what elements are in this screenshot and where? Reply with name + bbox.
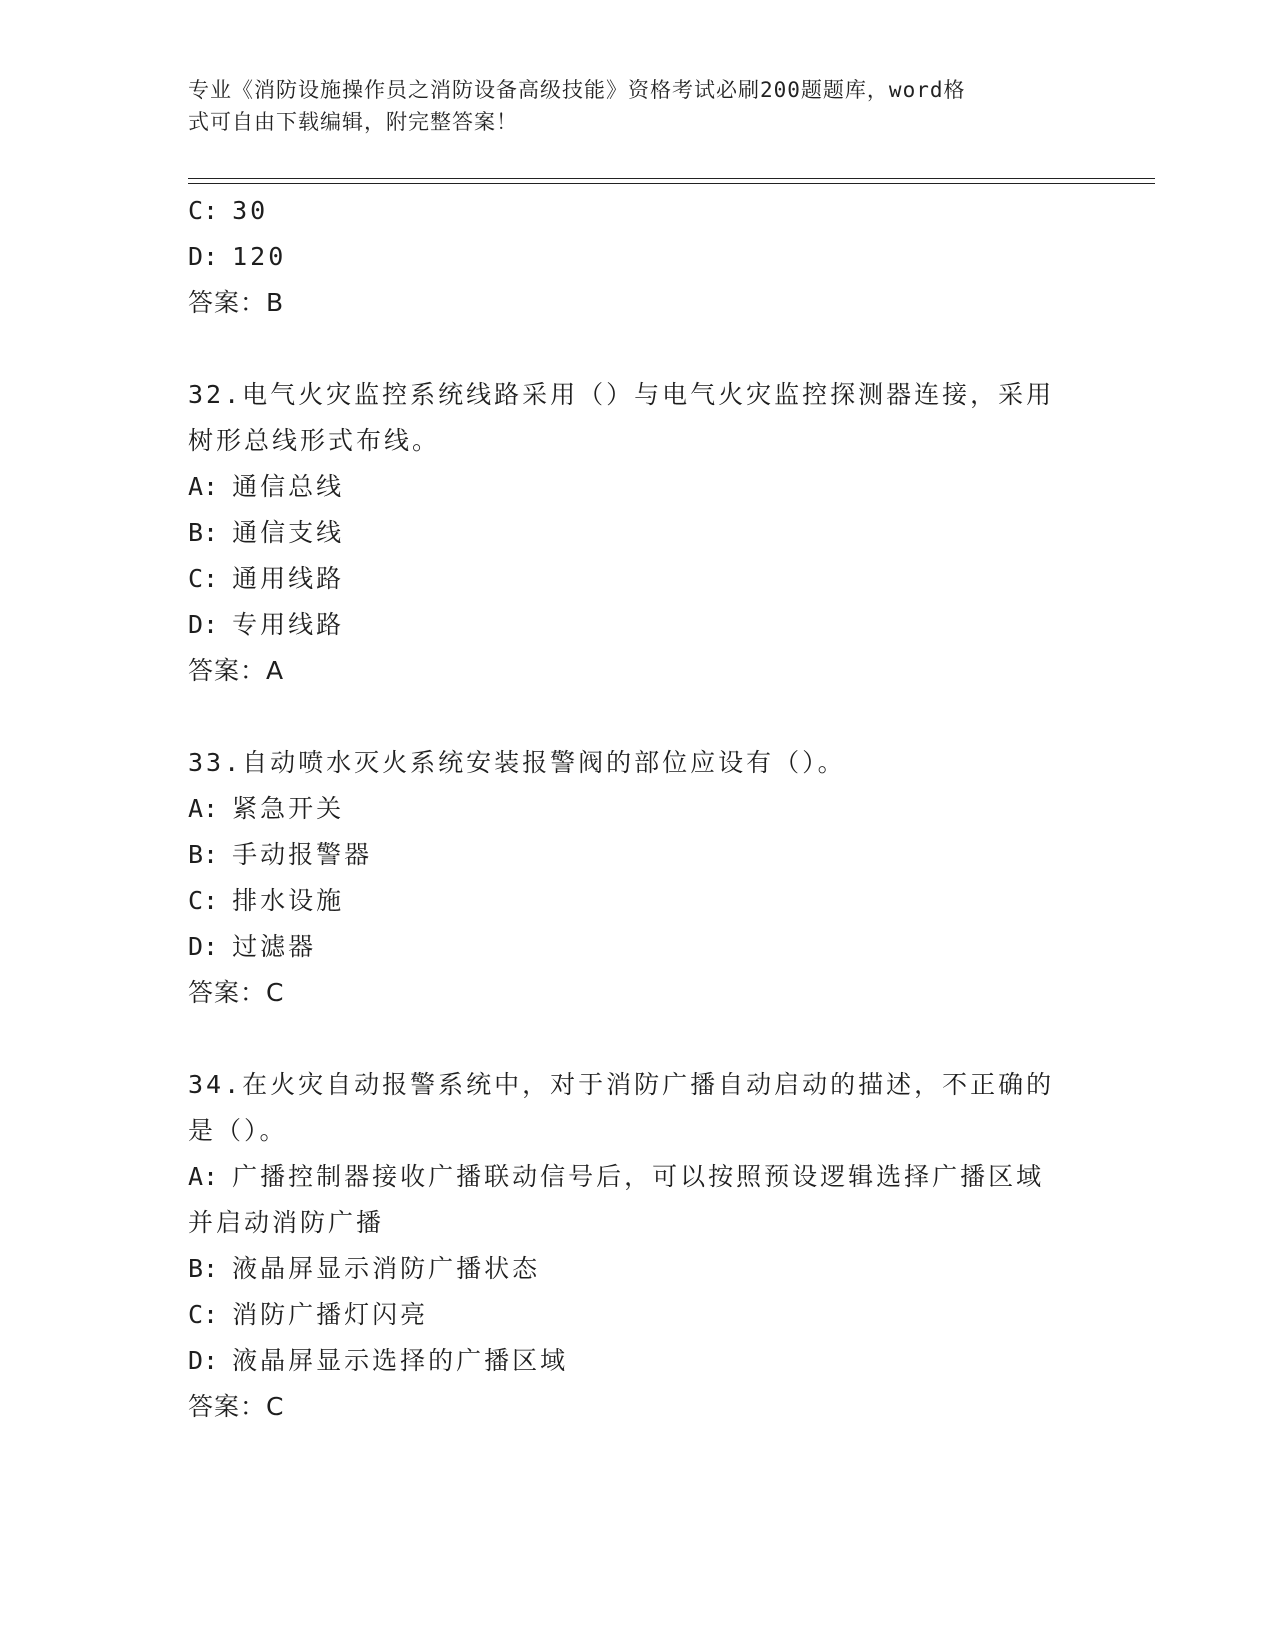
header-line-2: 式可自由下载编辑，附完整答案！ [188, 110, 518, 134]
q34-option-d: D: 液晶屏显示选择的广播区域 [188, 1346, 569, 1375]
q34-option-a-continued: 并启动消防广播 [188, 1208, 385, 1237]
q33-option-b: B: 手动报警器 [188, 840, 373, 869]
q34-option-a: A: 广播控制器接收广播联动信号后，可以按照预设逻辑选择广播区域 [188, 1162, 1045, 1191]
q32-answer: 答案：A [188, 656, 285, 685]
q33-option-d: D: 过滤器 [188, 932, 317, 961]
q33-stem: 33.自动喷水灭火系统安装报警阀的部位应设有（）。 [188, 748, 846, 777]
header-rule-top [188, 178, 1155, 179]
q32-option-b: B: 通信支线 [188, 518, 345, 547]
q32-stem-line-1: 32.电气火灾监控系统线路采用（）与电气火灾监控探测器连接，采用 [188, 380, 1055, 409]
q34-answer: 答案：C [188, 1392, 285, 1421]
header-rule-bottom [188, 183, 1155, 184]
q33-answer: 答案：C [188, 978, 285, 1007]
q34-stem-line-1: 34.在火灾自动报警系统中，对于消防广播自动启动的描述，不正确的 [188, 1070, 1055, 1099]
q32-option-c: C: 通用线路 [188, 564, 345, 593]
q34-stem-line-2: 是（）。 [188, 1116, 288, 1145]
q34-option-c: C: 消防广播灯闪亮 [188, 1300, 429, 1329]
q32-option-d: D: 专用线路 [188, 610, 345, 639]
prev-answer: 答案：B [188, 288, 285, 317]
prev-option-d: D: 120 [188, 242, 287, 271]
q33-option-a: A: 紧急开关 [188, 794, 345, 823]
q33-option-c: C: 排水设施 [188, 886, 345, 915]
question-list [188, 188, 1088, 1430]
header-line-1: 专业《消防设施操作员之消防设备高级技能》资格考试必刷200题题库，word格 [188, 78, 966, 102]
q32-stem-line-2: 树形总线形式布线。 [188, 426, 441, 455]
prev-option-c: C: 30 [188, 196, 269, 225]
page-header [188, 74, 1088, 138]
q34-option-b: B: 液晶屏显示消防广播状态 [188, 1254, 541, 1283]
q32-option-a: A: 通信总线 [188, 472, 345, 501]
